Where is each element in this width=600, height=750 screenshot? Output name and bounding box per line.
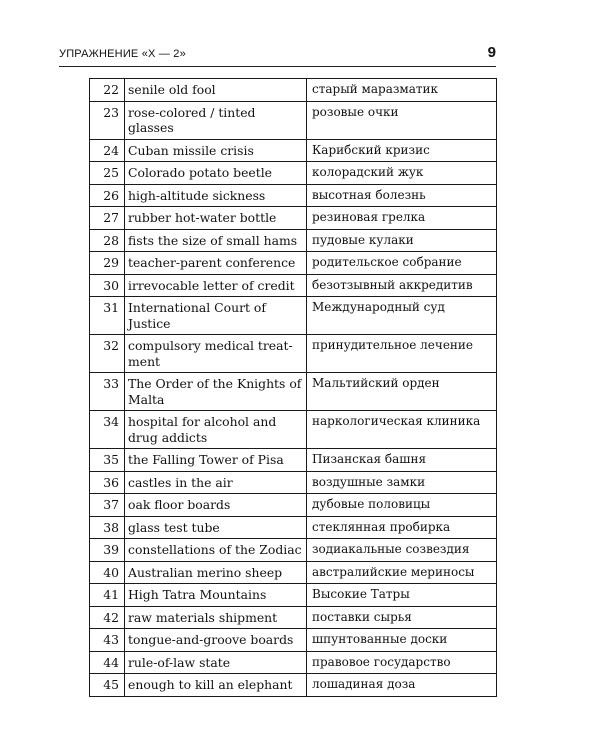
table-row xyxy=(90,471,497,494)
row-number: 31 xyxy=(90,297,125,335)
english-phrase: International Court of Justice xyxy=(125,297,307,335)
row-number: 37 xyxy=(90,494,125,517)
russian-translation: розовые очки xyxy=(307,101,497,139)
english-phrase: oak floor boards xyxy=(125,494,307,517)
english-phrase: constellations of the Zodiac xyxy=(125,539,307,562)
row-number: 38 xyxy=(90,516,125,539)
row-number: 36 xyxy=(90,471,125,494)
row-number: 28 xyxy=(90,229,125,252)
row-number: 25 xyxy=(90,162,125,185)
english-phrase: rose-colored / tinted glasses xyxy=(125,101,307,139)
row-number: 42 xyxy=(90,606,125,629)
russian-translation: резиновая грелка xyxy=(307,207,497,230)
russian-translation: Пизанская башня xyxy=(307,449,497,472)
table-row xyxy=(90,229,497,252)
english-phrase: the Falling Tower of Pisa xyxy=(125,449,307,472)
table-row xyxy=(90,274,497,297)
russian-translation: дубовые половицы xyxy=(307,494,497,517)
table-row xyxy=(90,79,497,102)
row-number: 44 xyxy=(90,651,125,674)
row-number: 30 xyxy=(90,274,125,297)
english-phrase: Australian merino sheep xyxy=(125,561,307,584)
english-phrase: hospital for alcohol and drug addicts xyxy=(125,411,307,449)
table-row xyxy=(90,629,497,652)
row-number: 24 xyxy=(90,139,125,162)
russian-translation: родительское собрание xyxy=(307,252,497,275)
row-number: 39 xyxy=(90,539,125,562)
russian-translation: старый маразматик xyxy=(307,79,497,102)
russian-translation: воздушные замки xyxy=(307,471,497,494)
table-row xyxy=(90,561,497,584)
table-row xyxy=(90,207,497,230)
english-phrase: rubber hot-water bottle xyxy=(125,207,307,230)
english-phrase: teacher-parent conference xyxy=(125,252,307,275)
row-number: 43 xyxy=(90,629,125,652)
english-phrase: High Tatra Mountains xyxy=(125,584,307,607)
table-row xyxy=(90,335,497,373)
table-row xyxy=(90,139,497,162)
russian-translation: пудовые кулаки xyxy=(307,229,497,252)
table-row xyxy=(90,516,497,539)
russian-translation: правовое государство xyxy=(307,651,497,674)
running-title: УПРАЖНЕНИЕ «X — 2» xyxy=(59,48,186,60)
row-number: 27 xyxy=(90,207,125,230)
english-phrase: glass test tube xyxy=(125,516,307,539)
table-row xyxy=(90,449,497,472)
russian-translation: стеклянная пробирка xyxy=(307,516,497,539)
english-phrase: compulsory medical treat-ment xyxy=(125,335,307,373)
table-row xyxy=(90,539,497,562)
table-row xyxy=(90,411,497,449)
vocabulary-table-body xyxy=(90,79,497,697)
table-row xyxy=(90,651,497,674)
table-row xyxy=(90,162,497,185)
row-number: 22 xyxy=(90,79,125,102)
page-header xyxy=(59,44,496,67)
table-row xyxy=(90,606,497,629)
row-number: 41 xyxy=(90,584,125,607)
english-phrase: fists the size of small hams xyxy=(125,229,307,252)
table-row xyxy=(90,373,497,411)
table-row xyxy=(90,297,497,335)
table-row xyxy=(90,584,497,607)
english-phrase: senile old fool xyxy=(125,79,307,102)
row-number: 26 xyxy=(90,184,125,207)
english-phrase: tongue-and-groove boards xyxy=(125,629,307,652)
russian-translation: Высокие Татры xyxy=(307,584,497,607)
russian-translation: высотная болезнь xyxy=(307,184,497,207)
russian-translation: принудительное лечение xyxy=(307,335,497,373)
russian-translation: безотзывный аккредитив xyxy=(307,274,497,297)
row-number: 32 xyxy=(90,335,125,373)
english-phrase: high-altitude sickness xyxy=(125,184,307,207)
row-number: 33 xyxy=(90,373,125,411)
row-number: 23 xyxy=(90,101,125,139)
english-phrase: castles in the air xyxy=(125,471,307,494)
russian-translation: Международный суд xyxy=(307,297,497,335)
russian-translation: шпунтованные доски xyxy=(307,629,497,652)
english-phrase: raw materials shipment xyxy=(125,606,307,629)
english-phrase: enough to kill an elephant xyxy=(125,674,307,697)
table-row xyxy=(90,252,497,275)
english-phrase: rule-of-law state xyxy=(125,651,307,674)
row-number: 40 xyxy=(90,561,125,584)
english-phrase: irrevocable letter of credit xyxy=(125,274,307,297)
row-number: 29 xyxy=(90,252,125,275)
table-row xyxy=(90,674,497,697)
russian-translation: Мальтийский орден xyxy=(307,373,497,411)
page-number: 9 xyxy=(487,44,496,61)
table-row xyxy=(90,184,497,207)
vocabulary-table xyxy=(89,78,497,697)
table-row xyxy=(90,494,497,517)
table-row xyxy=(90,101,497,139)
russian-translation: колорадский жук xyxy=(307,162,497,185)
row-number: 45 xyxy=(90,674,125,697)
russian-translation: австралийские мериносы xyxy=(307,561,497,584)
english-phrase: Cuban missile crisis xyxy=(125,139,307,162)
russian-translation: зодиакальные созвездия xyxy=(307,539,497,562)
row-number: 34 xyxy=(90,411,125,449)
russian-translation: лошадиная доза xyxy=(307,674,497,697)
english-phrase: Colorado potato beetle xyxy=(125,162,307,185)
russian-translation: Карибский кризис xyxy=(307,139,497,162)
english-phrase: The Order of the Knights of Malta xyxy=(125,373,307,411)
russian-translation: наркологическая клиника xyxy=(307,411,497,449)
row-number: 35 xyxy=(90,449,125,472)
russian-translation: поставки сырья xyxy=(307,606,497,629)
